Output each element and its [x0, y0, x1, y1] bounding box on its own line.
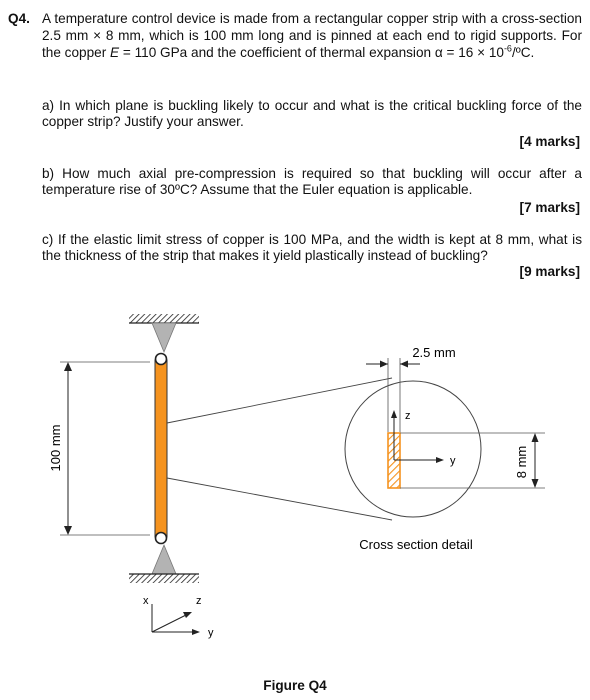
thickness-label: 2.5 mm	[412, 345, 456, 360]
length-label: 100 mm	[48, 424, 63, 472]
bottom-support	[129, 545, 199, 583]
axis-y-label: y	[208, 627, 214, 639]
figure-caption: Figure Q4	[263, 678, 327, 693]
part-a-marks: [4 marks]	[519, 134, 580, 149]
detail-axis-z-label: z	[405, 410, 411, 422]
bottom-pin	[156, 533, 167, 544]
top-pin	[156, 354, 167, 365]
part-c-text: c) If the elastic limit stress of copper is 100 MPa, and the width is kept at 8 mm, what is the thickness of the strip that makes it yield plastically instead of buckling?	[42, 232, 582, 263]
question-number: Q4.	[8, 11, 30, 26]
part-b-marks: [7 marks]	[519, 200, 580, 215]
global-axes	[152, 604, 200, 635]
detail-axis-y-label: y	[450, 455, 456, 467]
copper-strip	[155, 360, 167, 537]
axis-z-label: z	[196, 595, 202, 607]
top-support	[129, 314, 199, 352]
axis-x-label: x	[143, 595, 149, 607]
thickness-dimension	[366, 358, 420, 432]
detail-caption: Cross section detail	[359, 537, 473, 552]
width-label: 8 mm	[514, 445, 529, 479]
part-b-text: b) How much axial pre-compression is required so that buckling will occur after a temperature rise of 30ºC? Assume that the Euler equation is applicable.	[42, 166, 582, 197]
question-text: A temperature control device is made from a rectangular copper strip with a cross-section 2.5 mm × 8 mm, which is 100 mm long and is pinned at each end to rigid supports. For the copper E = 110 GPa and the coefficient of thermal expansion $\alpha = 16 \times 10^{-6}/ºC$.	[42, 11, 582, 60]
length-dimension	[60, 362, 150, 535]
part-a-text: a) In which plane is buckling likely to occur and what is the critical buckling force of the copper strip? Justify your answer.	[42, 98, 582, 129]
cross-section-detail-circle	[345, 381, 481, 517]
part-c-marks: [9 marks]	[519, 264, 580, 279]
